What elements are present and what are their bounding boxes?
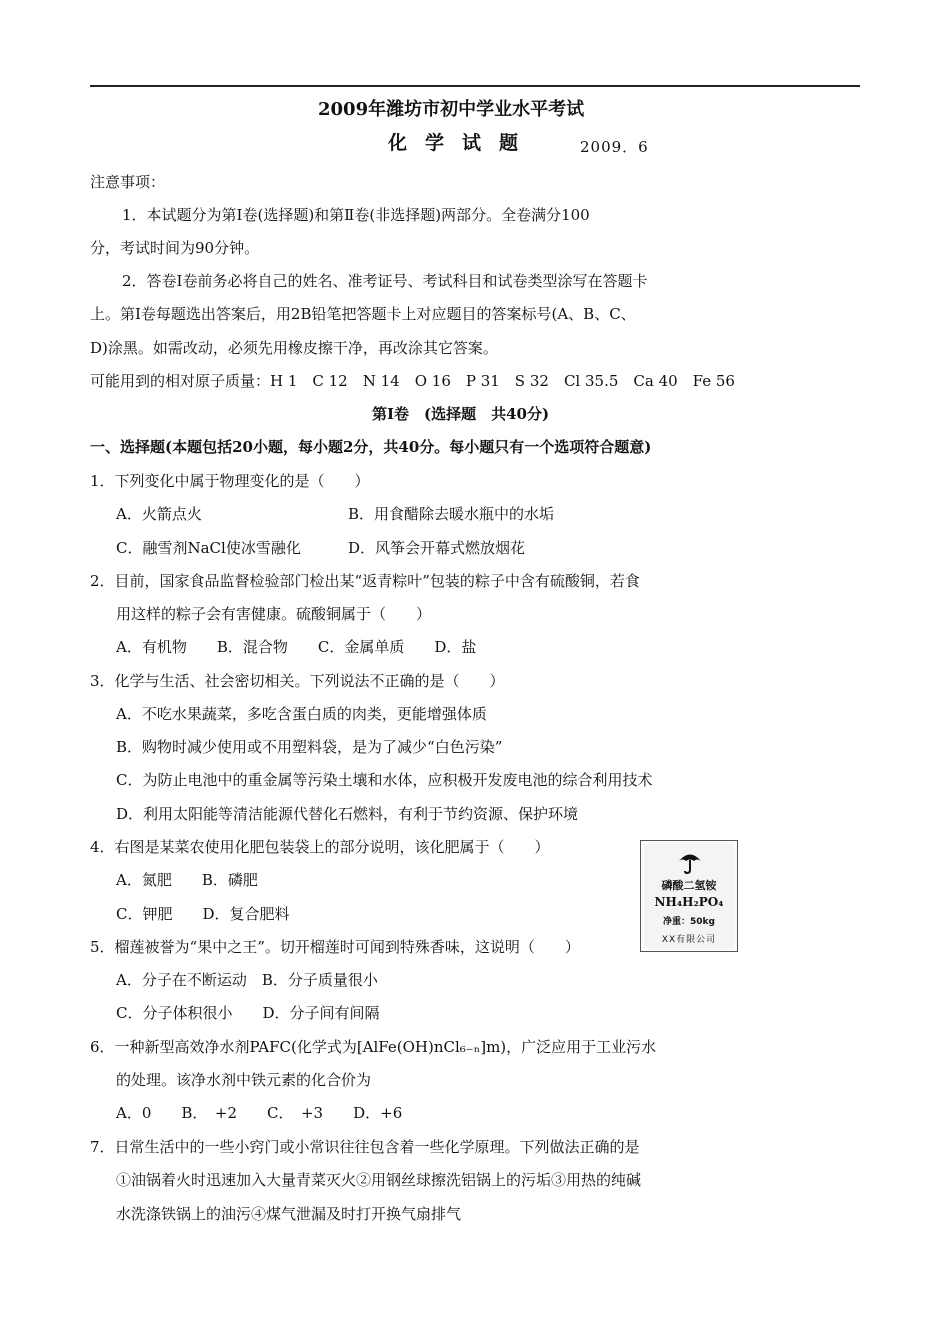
- question-6-stem-line-2: 的处理。该净水剂中铁元素的化合价为: [116, 1071, 372, 1089]
- question-1-stem: 1．下列变化中属于物理变化的是（ ）: [90, 472, 370, 490]
- question-1-option-a: A．火箭点火: [116, 505, 202, 523]
- question-2-stem-line-2: 用这样的粽子会有害健康。硫酸铜属于（ ）: [116, 605, 432, 623]
- part-title: 一、选择题(本题包括20小题，每小题2分，共40分。每小题只有一个选项符合题意): [90, 438, 652, 456]
- fertilizer-company: XX有限公司: [661, 935, 717, 945]
- question-1-option-b: B．用食醋除去暖水瓶中的水垢: [348, 505, 555, 523]
- atomic-masses: 可能用到的相对原子质量：H 1 C 12 N 14 O 16 P 31 S 32 Cl 35.5 Ca 40 Fe 56: [90, 372, 735, 390]
- top-rule: [90, 85, 860, 87]
- notes-heading: 注意事项：: [90, 173, 166, 191]
- question-6-options: A．0 B． +2 C． +3 D．+6: [116, 1104, 403, 1122]
- fertilizer-name: 磷酸二氢铵: [661, 879, 717, 892]
- question-3-option-d: D．利用太阳能等清洁能源代替化石燃料，有利于节约资源、保护环境: [116, 805, 579, 823]
- question-5-options-cd: C．分子体积很小 D．分子间有间隔: [116, 1004, 380, 1022]
- note-2-line-3: D)涂黑。如需改动，必须先用橡皮擦干净，再改涂其它答案。: [90, 339, 498, 357]
- question-2-options: A．有机物 B．混合物 C．金属单质 D．盐: [116, 638, 477, 656]
- question-3-option-b: B．购物时减少使用或不用塑料袋，是为了减少“白色污染”: [116, 738, 503, 756]
- fertilizer-formula: NH₄H₂PO₄: [654, 895, 724, 909]
- question-7-line-3: 水洗涤铁锅上的油污④煤气泄漏及时打开换气扇排气: [116, 1205, 462, 1223]
- question-1-option-d: D．风筝会开幕式燃放烟花: [348, 539, 526, 557]
- question-2-stem-line-1: 2．目前，国家食品监督检验部门检出某“返青粽叶”包装的粽子中含有硫酸铜，若食: [90, 572, 640, 590]
- volume-title: 第Ⅰ卷 (选择题 共40分): [372, 405, 550, 423]
- exam-date: 2009．6: [580, 138, 649, 156]
- note-2-line-2: 上。第Ⅰ卷每题选出答案后，用2B铅笔把答题卡上对应题目的答案标号(A、B、C、: [90, 305, 636, 323]
- question-6-stem-line-1: 6．一种新型高效净水剂PAFC(化学式为[AlFe(OH)nCl₆₋ₙ]m)，广泛应用于工业污水: [90, 1038, 657, 1056]
- exam-subject: 化学试题: [388, 132, 537, 154]
- question-4-stem: 4．右图是某菜农使用化肥包装袋上的部分说明，该化肥属于（ ）: [90, 838, 550, 856]
- question-7-stem: 7．日常生活中的一些小窍门或小常识往往包含着一些化学原理。下列做法正确的是: [90, 1138, 640, 1156]
- exam-title: 2009年潍坊市初中学业水平考试: [318, 99, 585, 120]
- question-1-option-c: C．融雪剂NaCl使冰雪融化: [116, 539, 301, 557]
- fertilizer-weight: 净重：50kg: [663, 917, 715, 927]
- fertilizer-label-image: [640, 840, 738, 952]
- question-5-options-ab: A．分子在不断运动 B．分子质量很小: [116, 971, 378, 989]
- question-7-line-2: ①油锅着火时迅速加入大量青菜灭火②用钢丝球擦洗铝锅上的污垢③用热的纯碱: [116, 1171, 642, 1189]
- question-3-option-a: A．不吃水果蔬菜，多吃含蛋白质的肉类，更能增强体质: [116, 705, 487, 723]
- keep-dry-umbrella-icon: [677, 849, 703, 875]
- note-2-line-1: 2．答卷Ⅰ卷前务必将自己的姓名、准考证号、考试科目和试卷类型涂写在答题卡: [122, 272, 648, 290]
- note-1-line-1: 1．本试题分为第Ⅰ卷(选择题)和第Ⅱ卷(非选择题)两部分。全卷满分100: [122, 206, 590, 224]
- question-5-stem: 5．榴莲被誉为“果中之王”。切开榴莲时可闻到特殊香味，这说明（ ）: [90, 938, 580, 956]
- question-4-options-cd: C．钾肥 D．复合肥料: [116, 905, 290, 923]
- question-4-options-ab: A．氮肥 B．磷肥: [116, 871, 258, 889]
- note-1-line-2: 分，考试时间为90分钟。: [90, 239, 260, 257]
- question-3-stem: 3．化学与生活、社会密切相关。下列说法不正确的是（ ）: [90, 672, 505, 690]
- question-3-option-c: C．为防止电池中的重金属等污染土壤和水体，应积极开发废电池的综合利用技术: [116, 771, 653, 789]
